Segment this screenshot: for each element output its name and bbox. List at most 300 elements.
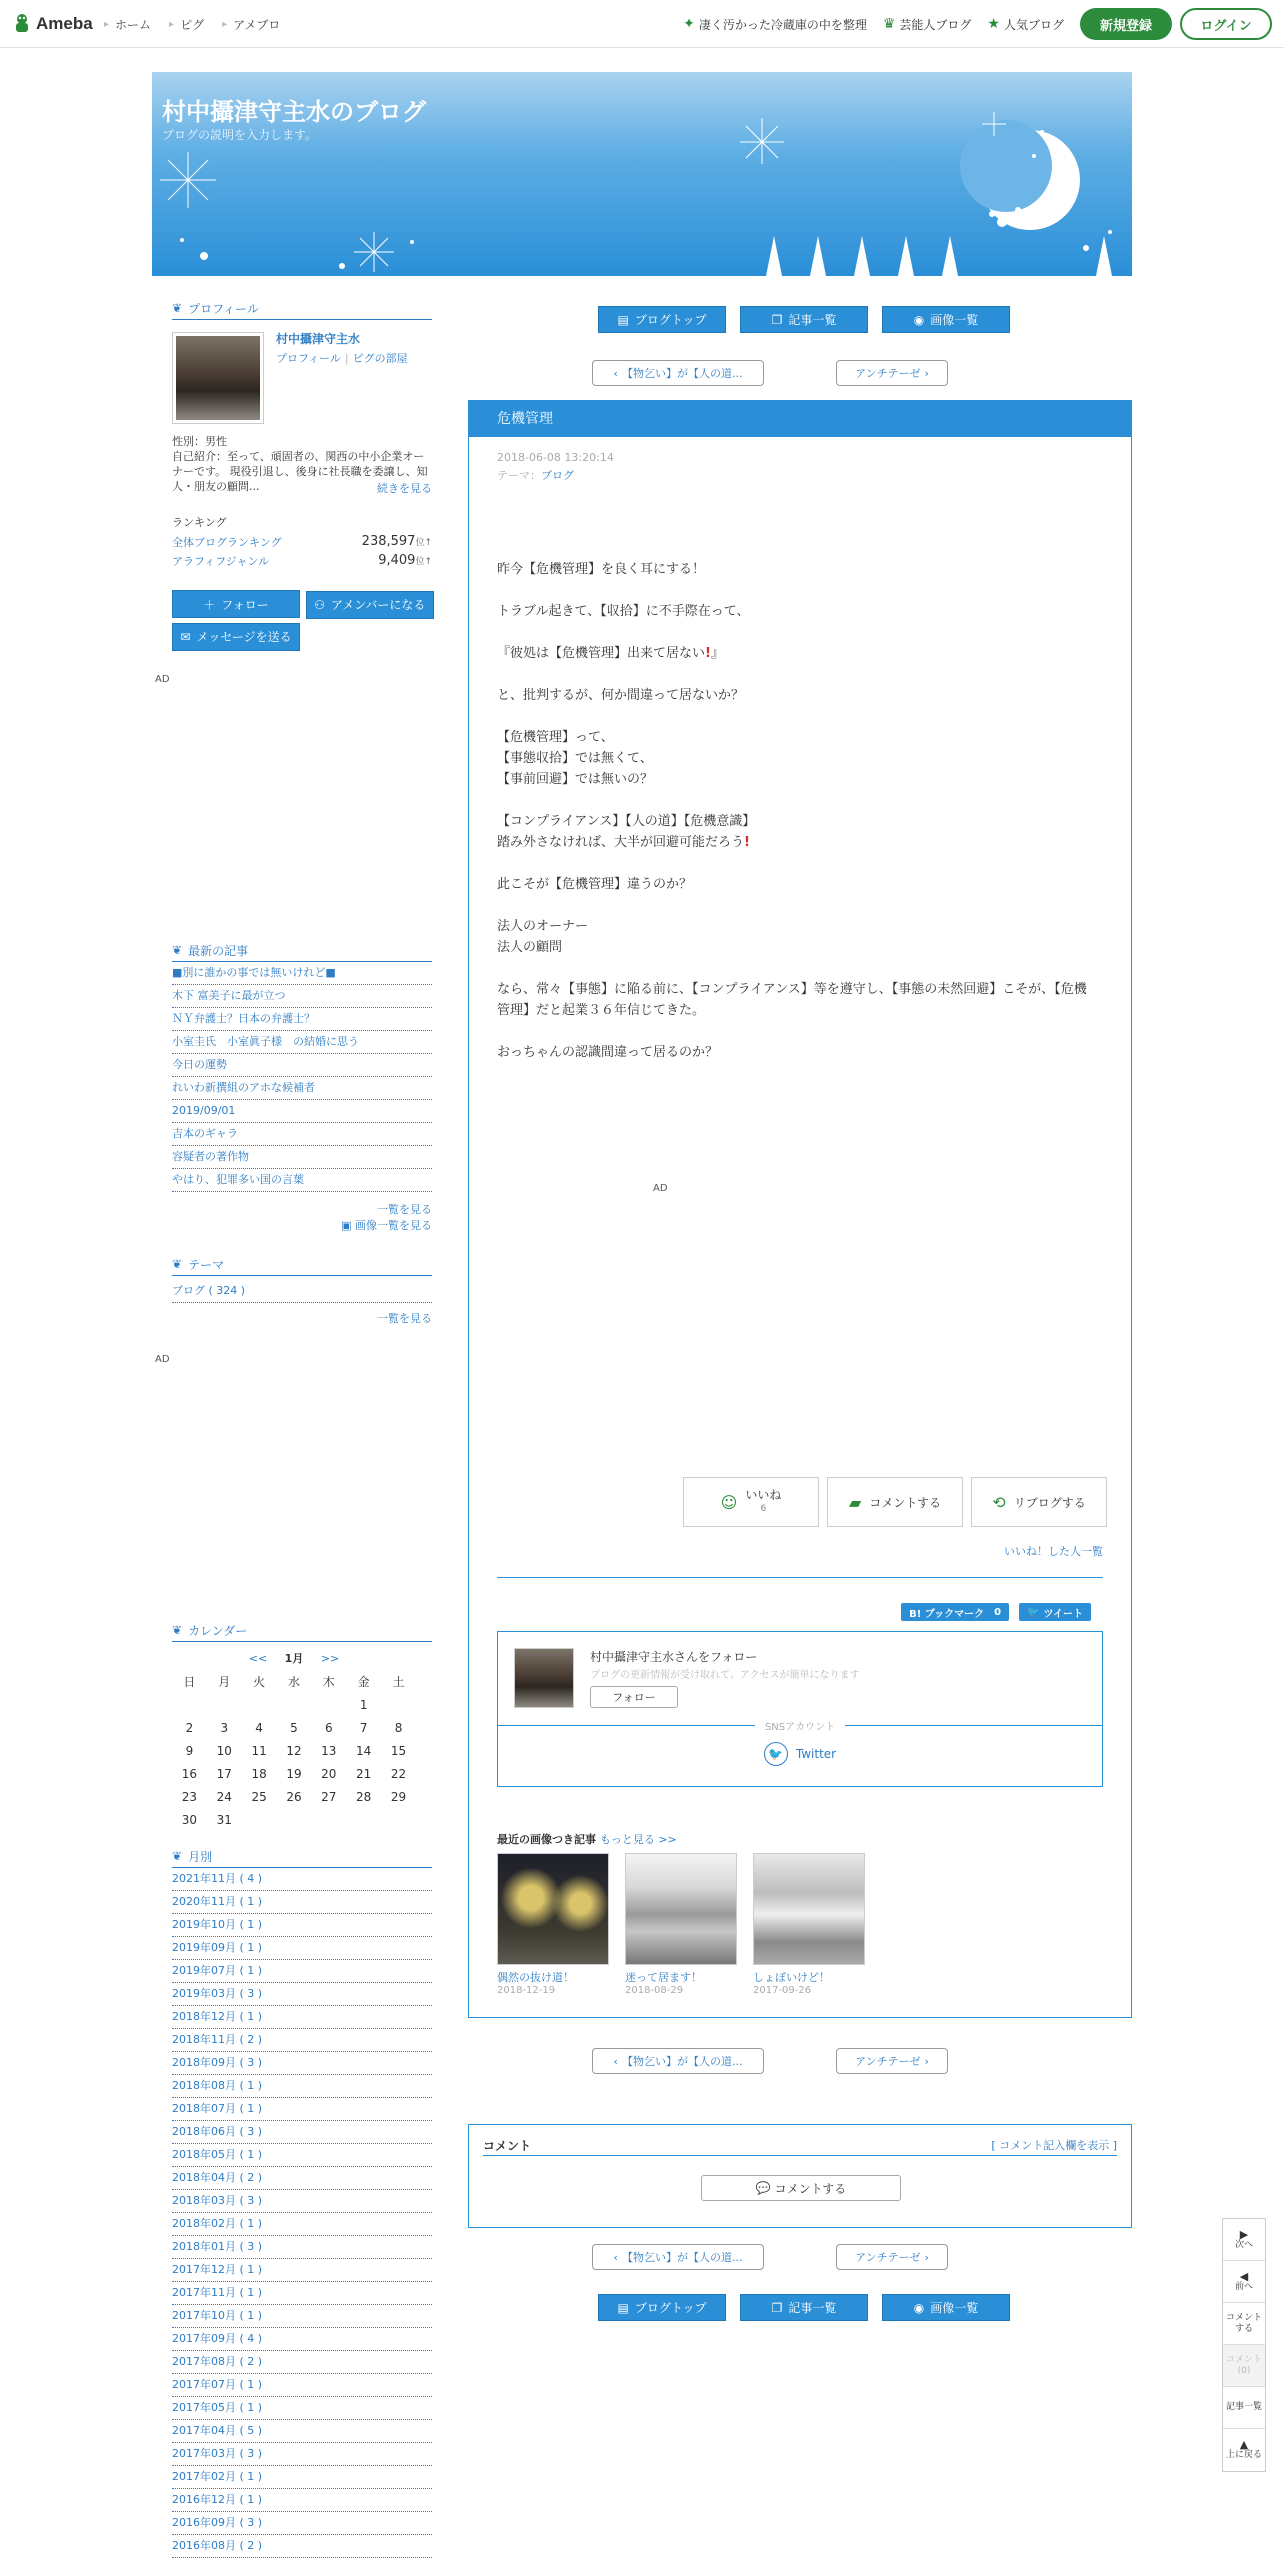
tweet-button[interactable] [1019, 1603, 1091, 1621]
comment-action-label: コメントする [869, 1495, 941, 1510]
sns-label-text: SNSアカウント [755, 1722, 845, 1733]
blog-tabs-bottom [598, 2294, 1010, 2321]
next-entry-link[interactable] [836, 2244, 948, 2270]
archive-month-link[interactable]: 2019年10月 ( 1 ) [172, 1914, 432, 1937]
profile-heading-label: プロフィール [188, 301, 259, 316]
twitter-icon: 🐦 [1027, 1606, 1040, 1618]
ranking-row [172, 553, 432, 572]
float-next-label: 次へ [1234, 2239, 1253, 2250]
camera-icon: ◉ [913, 312, 925, 327]
calendar-day: 31 [216, 1812, 232, 1827]
archive-heading [172, 1848, 432, 1868]
star-icon: ★ [987, 16, 1000, 32]
ad-label: AD [155, 674, 170, 685]
archive-month-link[interactable]: 2018年07月 ( 1 ) [172, 2098, 432, 2121]
archive-month-link[interactable]: 2017年09月 ( 4 ) [172, 2328, 432, 2351]
profile-more-link[interactable]: 続きを見る [377, 482, 432, 495]
chevron-right-icon: ▸ [169, 19, 175, 30]
calendar-day: 25 [251, 1789, 267, 1804]
entry-pager-bottom [592, 2244, 948, 2270]
reblog-icon: ⟲ [992, 1492, 1006, 1512]
calendar-day: 21 [356, 1766, 372, 1781]
follow-button[interactable] [172, 590, 300, 618]
archive-month-link[interactable]: 2017年12月 ( 1 ) [172, 2259, 432, 2282]
chevron-left-icon: ‹ [613, 2054, 618, 2068]
entry-theme [497, 467, 574, 483]
entry-body-line [497, 853, 1097, 874]
see-images-link[interactable] [172, 1218, 432, 1234]
like-count: 6 [760, 1504, 767, 1514]
calendar-prev[interactable]: << [248, 1652, 268, 1665]
like-button[interactable] [683, 1477, 819, 1527]
float-prev-label: 前へ [1234, 2281, 1253, 2292]
entry-body-line [497, 895, 1097, 916]
theme-heading-label: テーマ [188, 1257, 225, 1272]
next-entry-label: アンチテーゼ [855, 2055, 921, 2068]
entry-body-line [497, 664, 1097, 685]
recent-image-card[interactable] [625, 1853, 737, 1996]
archive-month-link[interactable]: 2018年03月 ( 3 ) [172, 2190, 432, 2213]
float-comment[interactable] [1223, 2303, 1265, 2345]
nav-home-label: ホーム [115, 18, 152, 32]
entry-body-line: トラブル起きて、【収拾】に不手際在って、 [497, 604, 750, 619]
latest-entry-link[interactable]: 2019/09/01 [172, 1100, 432, 1123]
calendar-heading-label: カレンダー [188, 1623, 248, 1638]
calendar-day: 14 [356, 1743, 372, 1758]
float-comment-label: コメントする [1225, 2312, 1262, 2334]
calendar-weekday: 水 [287, 1675, 300, 1689]
latest-list [172, 962, 432, 1192]
hatena-bookmark-button[interactable] [901, 1603, 1009, 1621]
archive-month-link[interactable]: 2018年06月 ( 3 ) [172, 2121, 432, 2144]
blog-description: ブログの説明を入力します。 [162, 128, 318, 142]
follow-box [497, 1631, 1103, 1787]
celebrity-blog-link[interactable] [883, 16, 972, 33]
entry-body-line [497, 958, 1097, 979]
calendar-day: 15 [390, 1743, 407, 1758]
calendar-day [381, 1693, 416, 1716]
sns-label [498, 1718, 1102, 1733]
calendar-nav [172, 1648, 416, 1670]
calendar-day: 7 [359, 1720, 368, 1735]
archive-month-link[interactable]: 2017年04月 ( 5 ) [172, 2420, 432, 2443]
show-comment-form-link[interactable]: [ コメント記入欄を表示 ] [991, 2139, 1117, 2152]
leaf-icon: ❦ [172, 301, 183, 315]
calendar-day: 5 [290, 1720, 298, 1735]
calendar-day: 1 [359, 1697, 368, 1712]
login-button[interactable]: ログイン [1180, 8, 1272, 40]
calendar-day: 8 [394, 1720, 403, 1735]
document-icon: ❐ [771, 312, 783, 327]
float-comment-count [1223, 2345, 1265, 2387]
calendar-day [277, 1693, 312, 1716]
triangle-up-icon: ▲ [1239, 2438, 1249, 2451]
tab-blog-top-label: ブログトップ [634, 313, 707, 327]
reblog-label: リブログする [1013, 1495, 1086, 1510]
twitter-icon: 🐦 [764, 1742, 788, 1766]
entry-actions [683, 1477, 1107, 1527]
theme-see-all[interactable]: 一覧を見る [377, 1312, 432, 1325]
theme-item[interactable]: ブログ ( 324 ) [172, 1280, 432, 1303]
smile-icon: ☺ [720, 1492, 738, 1512]
speech-bubble-icon: 💬 [755, 2181, 771, 2195]
ad-label: AD [155, 1354, 170, 1365]
calendar-weekday: 日 [183, 1675, 196, 1689]
calendar-day: 9 [185, 1743, 194, 1758]
tab-entry-list-label: 記事一覧 [788, 2301, 837, 2315]
reblog-button[interactable] [971, 1477, 1107, 1527]
chevron-left-icon: ‹ [613, 2250, 618, 2264]
calendar-day: 16 [181, 1766, 198, 1781]
calendar-day: 12 [286, 1743, 302, 1758]
calendar-heading [172, 1622, 432, 1642]
float-entry-list[interactable] [1223, 2387, 1265, 2429]
nav-pigg-label: ピグ [180, 18, 205, 32]
entry-body-line [497, 706, 1097, 727]
arrow-up-icon: ↑ [424, 557, 432, 567]
nav-home[interactable] [104, 16, 151, 33]
recent-more-link[interactable]: もっと見る >> [599, 1833, 677, 1846]
theme-list [172, 1280, 432, 1303]
like-label: いいね [745, 1488, 782, 1502]
car-photo [176, 336, 260, 420]
calendar-day: 11 [251, 1743, 267, 1758]
recent-images-heading [497, 1831, 677, 1847]
chevron-right-icon: ▸ [104, 19, 110, 30]
entry-body-line: 【事態収拾】では無くて、 [497, 751, 653, 766]
follow-subtext: ブログの更新情報が受け取れて、アクセスが簡単になります [590, 1670, 860, 1681]
leaf-icon: ❦ [172, 1849, 183, 1863]
prev-entry-link[interactable] [592, 2244, 764, 2270]
prev-entry-link[interactable] [592, 360, 764, 386]
recent-image-title[interactable]: しょぼいけど！ [753, 1971, 830, 1984]
theme-section [172, 1256, 432, 1327]
ranking-label: ランキング [172, 516, 227, 529]
float-prev[interactable] [1223, 2261, 1265, 2303]
member-icon: ⚇ [314, 597, 325, 612]
entry-body-line: 法人の顧問 [497, 940, 563, 955]
entry-body-line: 踏み外さなければ、大半が回避可能だろう! [497, 835, 750, 850]
calendar-grid [172, 1670, 416, 1831]
blog-title[interactable]: 村中攝津守主水のブログ [162, 98, 426, 126]
sparkle-icon: ✦ [683, 16, 695, 32]
entry-pager-middle [592, 2048, 948, 2074]
calendar-day: 27 [321, 1789, 337, 1804]
calendar-month: 1月 [284, 1652, 304, 1665]
ad-label: AD [653, 1183, 668, 1194]
ranking-row [172, 534, 432, 553]
latest-entry-link[interactable]: 小室圭氏 小室眞子様 の結婚に思う [172, 1031, 432, 1054]
profile-avatar[interactable] [172, 332, 264, 424]
archive-month-link[interactable]: 2017年10月 ( 1 ) [172, 2305, 432, 2328]
comment-action-button[interactable] [827, 1477, 963, 1527]
calendar-day: 23 [181, 1789, 198, 1804]
calendar [172, 1648, 416, 1831]
archive-month-link[interactable]: 2020年11月 ( 1 ) [172, 1891, 432, 1914]
entry-body-line: 【事前回避】では無いの？ [497, 772, 654, 787]
float-entry-list-label: 記事一覧 [1225, 2402, 1262, 2412]
latest-entry-link[interactable]: 木下 富美子に最が立つ [172, 985, 432, 1008]
next-entry-link[interactable] [836, 2048, 948, 2074]
calendar-day: 4 [255, 1720, 263, 1735]
camera-icon: ◉ [913, 2300, 925, 2315]
tab-image-list-label: 画像一覧 [930, 313, 979, 327]
recent-image-card[interactable] [753, 1853, 865, 1996]
calendar-weekday: 月 [218, 1675, 231, 1689]
chevron-right-icon: › [924, 2054, 929, 2068]
profile-name[interactable]: 村中攝津守主水 [276, 332, 361, 346]
entry-body-line [497, 1021, 1097, 1042]
calendar-day [242, 1693, 277, 1716]
archive-month-link[interactable]: 2016年08月 ( 2 ) [172, 2535, 432, 2558]
archive-month-link[interactable]: 2017年05月 ( 1 ) [172, 2397, 432, 2420]
archive-list [172, 1868, 432, 2558]
entry-theme-link[interactable]: ブログ [541, 469, 574, 482]
prev-entry-label: 【物乞い】が【人の道... [621, 2055, 743, 2068]
entry-body-line [497, 580, 1097, 601]
recent-heading-label: 最近の画像つき記事 [497, 1833, 596, 1846]
entry-pager-top [592, 360, 948, 386]
calendar-day: 18 [251, 1766, 267, 1781]
latest-heading [172, 942, 432, 962]
float-back-to-top[interactable] [1223, 2429, 1265, 2471]
tab-blog-top[interactable] [598, 306, 726, 333]
archive-month-link[interactable]: 2021年11月 ( 4 ) [172, 1868, 432, 1891]
calendar-day: 30 [181, 1812, 198, 1827]
archive-month-link[interactable]: 2019年09月 ( 1 ) [172, 1937, 432, 1960]
ameba-logo[interactable] [12, 12, 93, 36]
archive-month-link[interactable]: 2017年11月 ( 1 ) [172, 2282, 432, 2305]
ranking-unit: 位 [415, 557, 425, 567]
mail-icon: ✉ [180, 629, 191, 644]
archive-month-link[interactable]: 2018年12月 ( 1 ) [172, 2006, 432, 2029]
tab-blog-top[interactable] [598, 2294, 726, 2321]
entry-body-line: 此こそが【危機管理】違うのか？ [497, 877, 693, 892]
calendar-day: 17 [216, 1766, 232, 1781]
calendar-day: 22 [390, 1766, 407, 1781]
entry-theme-label: テーマ： [497, 469, 541, 482]
theme-heading [172, 1256, 432, 1276]
calendar-section [172, 1622, 432, 1831]
tab-image-list[interactable] [882, 306, 1010, 333]
play-right-icon: ▶ [1239, 2227, 1249, 2241]
latest-entries-section [172, 942, 432, 1234]
signup-button[interactable]: 新規登録 [1080, 8, 1172, 40]
entry-title[interactable]: 危機管理 [469, 401, 1131, 437]
comment-button-label: コメントする [774, 2181, 847, 2196]
archive-month-link[interactable]: 2018年05月 ( 1 ) [172, 2144, 432, 2167]
latest-entry-link[interactable]: 吉本のギャラ [172, 1123, 432, 1146]
recent-image-lights [497, 1853, 609, 1965]
popular-blog-label: 人気ブログ [1003, 17, 1064, 32]
calendar-day: 10 [216, 1743, 232, 1758]
archive-month-link[interactable]: 2018年08月 ( 1 ) [172, 2075, 432, 2098]
calendar-day: 28 [356, 1789, 372, 1804]
entry-body [497, 559, 1097, 1063]
calendar-day [311, 1808, 346, 1831]
trending-link-label: 凄く汚かった冷蔵庫の中を整理 [698, 17, 867, 32]
comment-section [468, 2124, 1132, 2228]
ranking-unit: 位 [415, 538, 425, 548]
recent-image-title[interactable]: 偶然の抜け道！ [497, 1971, 574, 1984]
chevron-right-icon: › [924, 366, 929, 380]
latest-entry-link[interactable]: ■別に誰かの事では無いけれど■ [172, 962, 432, 985]
archive-month-link[interactable]: 2017年08月 ( 2 ) [172, 2351, 432, 2374]
prev-entry-link[interactable] [592, 2048, 764, 2074]
next-entry-link[interactable] [836, 360, 948, 386]
twitter-account-link[interactable] [498, 1742, 1102, 1766]
calendar-next[interactable]: >> [320, 1652, 340, 1665]
entry-body-line [497, 622, 1097, 643]
recent-image-date: 2017-09-26 [753, 1985, 812, 1996]
calendar-day [172, 1693, 207, 1716]
archive-month-link[interactable]: 2017年07月 ( 1 ) [172, 2374, 432, 2397]
archive-month-link[interactable]: 2018年02月 ( 1 ) [172, 2213, 432, 2236]
archive-month-link[interactable]: 2016年09月 ( 3 ) [172, 2512, 432, 2535]
archive-month-link[interactable]: 2017年02月 ( 1 ) [172, 2466, 432, 2489]
calendar-day [346, 1808, 381, 1831]
see-images-label: 画像一覧を見る [355, 1219, 432, 1232]
calendar-day: 3 [220, 1720, 229, 1735]
amember-button-label: アメンバーになる [330, 598, 426, 612]
archive-month-link[interactable]: 2019年03月 ( 3 ) [172, 1983, 432, 2006]
liked-by-link[interactable]: いいね！した人一覧 [1004, 1545, 1103, 1558]
float-comment-count-label: コメント(0) [1225, 2354, 1262, 2376]
celebrity-blog-label: 芸能人ブログ [899, 17, 972, 32]
archive-month-link[interactable]: 2018年01月 ( 3 ) [172, 2236, 432, 2259]
leaf-icon: ❦ [172, 1623, 183, 1637]
calendar-day [311, 1693, 346, 1716]
float-back-to-top-label: 上に戻る [1225, 2450, 1262, 2460]
entry-body-line: 法人のオーナー [497, 919, 589, 934]
follow-button-label: フォロー [221, 597, 269, 612]
calendar-day: 6 [324, 1720, 333, 1735]
entry-body-line: 昨今【危機管理】を良く耳にする！ [497, 562, 706, 577]
latest-entry-link[interactable]: 容疑者の著作物 [172, 1146, 432, 1169]
leaf-icon: ❦ [172, 1257, 183, 1271]
crown-icon: ♛ [882, 16, 896, 32]
archive-heading-label: 月別 [188, 1849, 213, 1864]
latest-heading-label: 最新の記事 [188, 943, 249, 958]
message-button[interactable] [172, 623, 300, 651]
hatena-label: B! ブックマーク [909, 1608, 985, 1620]
leaf-icon: ❦ [172, 943, 183, 957]
calendar-day: 29 [390, 1789, 407, 1804]
hatena-count: 0 [994, 1606, 1002, 1618]
ranking-name[interactable]: 全体ブログランキング [172, 536, 282, 549]
image-icon: ▣ [341, 1219, 355, 1232]
tab-blog-top-label: ブログトップ [634, 2301, 707, 2315]
document-icon: ❐ [771, 2300, 783, 2315]
nav-ameblo-label: アメブロ [233, 18, 281, 32]
calendar-day [381, 1808, 416, 1831]
calendar-day: 13 [321, 1743, 337, 1758]
comment-icon: ▰ [849, 1492, 862, 1512]
archive-month-link[interactable]: 2019年07月 ( 1 ) [172, 1960, 432, 1983]
calendar-day: 26 [286, 1789, 302, 1804]
amember-button[interactable] [306, 591, 434, 619]
popular-blog-link[interactable] [987, 16, 1064, 33]
latest-entry-link[interactable]: ＮＹ弁護士？日本の弁護士？ [172, 1008, 432, 1031]
share-buttons [901, 1603, 1091, 1621]
entry-body-line: 【危機管理】って、 [497, 730, 614, 745]
calendar-day: 19 [286, 1766, 302, 1781]
float-next[interactable] [1223, 2219, 1265, 2261]
tab-entry-list[interactable] [740, 306, 868, 333]
archive-month-link[interactable]: 2018年04月 ( 2 ) [172, 2167, 432, 2190]
recent-image-date: 2018-12-19 [497, 1985, 556, 1996]
entry-body-line: 【コンプライアンス】【人の道】【危機意識】 [497, 814, 756, 829]
calendar-day: 24 [216, 1789, 232, 1804]
next-entry-label: アンチテーゼ [855, 2251, 921, 2264]
divider [483, 2155, 1117, 2156]
ameba-logo-icon [12, 13, 32, 35]
follow-title: 村中攝津守主水さんをフォロー [590, 1650, 758, 1664]
home-icon: ▤ [617, 312, 629, 327]
tab-image-list[interactable] [882, 2294, 1010, 2321]
play-left-icon: ◀ [1239, 2269, 1249, 2283]
archive-month-link[interactable]: 2018年09月 ( 3 ) [172, 2052, 432, 2075]
global-nav [104, 16, 280, 33]
profile-link[interactable]: プロフィール [276, 352, 341, 365]
tab-entry-list-label: 記事一覧 [788, 313, 837, 327]
calendar-weekday: 土 [392, 1675, 405, 1689]
exclamation-emoji: ! [744, 835, 750, 850]
ranking-value: 238,597 [361, 534, 416, 549]
profile-heading [172, 300, 432, 320]
nav-pigg[interactable] [169, 16, 204, 33]
tab-image-list-label: 画像一覧 [930, 2301, 979, 2315]
divider [497, 1577, 1103, 1578]
nav-ameblo[interactable] [222, 16, 280, 33]
archive-month-link[interactable]: 2016年12月 ( 1 ) [172, 2489, 432, 2512]
tab-entry-list[interactable] [740, 2294, 868, 2321]
floating-nav [1222, 2218, 1266, 2472]
blog-header-banner [152, 72, 1132, 276]
archive-month-link[interactable]: 2017年03月 ( 3 ) [172, 2443, 432, 2466]
latest-entry-link[interactable]: やはり、犯罪多い国の言葉 [172, 1169, 432, 1192]
calendar-day: 2 [185, 1720, 194, 1735]
calendar-day [242, 1808, 277, 1831]
plus-icon: ＋ [203, 597, 216, 612]
home-icon: ▤ [617, 2300, 629, 2315]
ranking-name[interactable]: アラフィフジャンル [172, 555, 270, 568]
entry-date: 2018-06-08 13:20:14 [497, 451, 614, 464]
divider: | [344, 352, 349, 365]
next-entry-label: アンチテーゼ [855, 367, 921, 380]
header-right [683, 8, 1272, 40]
chevron-left-icon: ‹ [613, 366, 618, 380]
latest-entry-link[interactable]: れいわ新撰組のアホな候補者 [172, 1077, 432, 1100]
archive-section [172, 1848, 432, 2558]
trending-link[interactable] [683, 16, 867, 33]
follow-avatar[interactable] [514, 1648, 574, 1708]
latest-see-all[interactable]: 一覧を見る [377, 1203, 432, 1216]
entry-body-line: なら、常々【事態】に陥る前に、【コンプライアンス】等を遵守し、【事態の未然回避】こそが、【危機管理】だと起業３６年信じてきた。 [497, 982, 1087, 1018]
entry [468, 400, 1132, 2018]
entry-body-line: 『彼処は【危機管理】出来て居ない!』 [497, 646, 724, 661]
comment-button[interactable] [701, 2175, 901, 2201]
latest-entry-link[interactable]: 今日の運勢 [172, 1054, 432, 1077]
archive-month-link[interactable]: 2018年11月 ( 2 ) [172, 2029, 432, 2052]
pigg-room-link[interactable]: ピグの部屋 [352, 352, 408, 365]
chevron-right-icon: › [924, 2250, 929, 2264]
recent-image-card[interactable] [497, 1853, 609, 1996]
follow-box-button[interactable]: フォロー [590, 1686, 678, 1708]
recent-image-title[interactable]: 迷って居ます！ [625, 1971, 702, 1984]
calendar-day [277, 1808, 312, 1831]
sidebar [172, 300, 432, 644]
